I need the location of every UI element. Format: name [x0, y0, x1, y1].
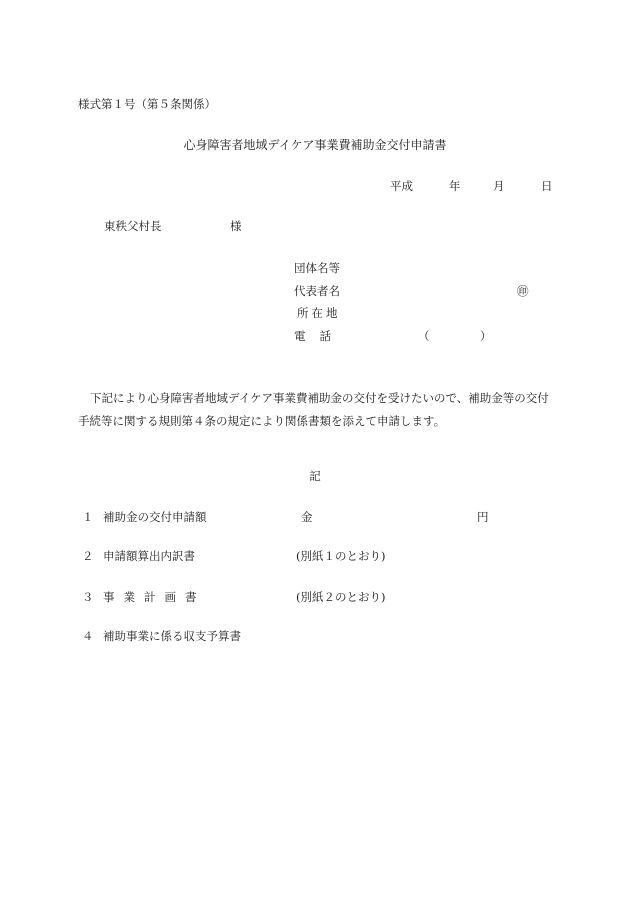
representative-name-label: 代表者名	[294, 284, 340, 298]
item-note: (別紙２のとおり)	[296, 590, 386, 604]
item-label: 補助事業に係る収支予算書	[103, 629, 241, 643]
org-name-label: 団体名等	[294, 261, 340, 275]
item-number: １	[82, 510, 94, 524]
addressee-name: 東秩父村長	[104, 219, 162, 233]
item-number: ２	[82, 549, 94, 563]
item-number: ３	[82, 590, 94, 604]
item-label: 補助金の交付申請額	[103, 510, 207, 524]
form-number: 様式第１号（第５条関係）	[78, 97, 216, 111]
item-number: ４	[82, 629, 94, 643]
item-label: 申請額算出内訳書	[103, 549, 195, 563]
phone-label: 電話	[294, 329, 345, 343]
date-day-label: 日	[541, 179, 553, 193]
addressee-honorific: 様	[230, 219, 242, 233]
application-body-text: 下記により心身障害者地域デイケア事業費補助金の交付を受けたいので、補助金等の交付手続等に関する規則第４条の規定により関係書類を添えて申請します。	[78, 391, 549, 428]
phone-open-paren: （	[418, 329, 430, 343]
item-label: 事業計画書	[103, 590, 206, 604]
amount-prefix: 金	[301, 510, 313, 524]
ki-heading: 記	[309, 469, 321, 483]
phone-close-paren: ）	[480, 329, 492, 343]
amount-unit: 円	[477, 510, 489, 524]
seal-mark: ㊞	[517, 284, 529, 298]
date-month-label: 月	[493, 179, 505, 193]
item-note: (別紙１のとおり)	[296, 549, 386, 563]
date-era: 平成	[390, 179, 413, 193]
document-title: 心身障害者地域デイケア事業費補助金交付申請書	[183, 138, 447, 152]
address-label: 所在地	[297, 306, 341, 320]
date-year-label: 年	[449, 179, 461, 193]
